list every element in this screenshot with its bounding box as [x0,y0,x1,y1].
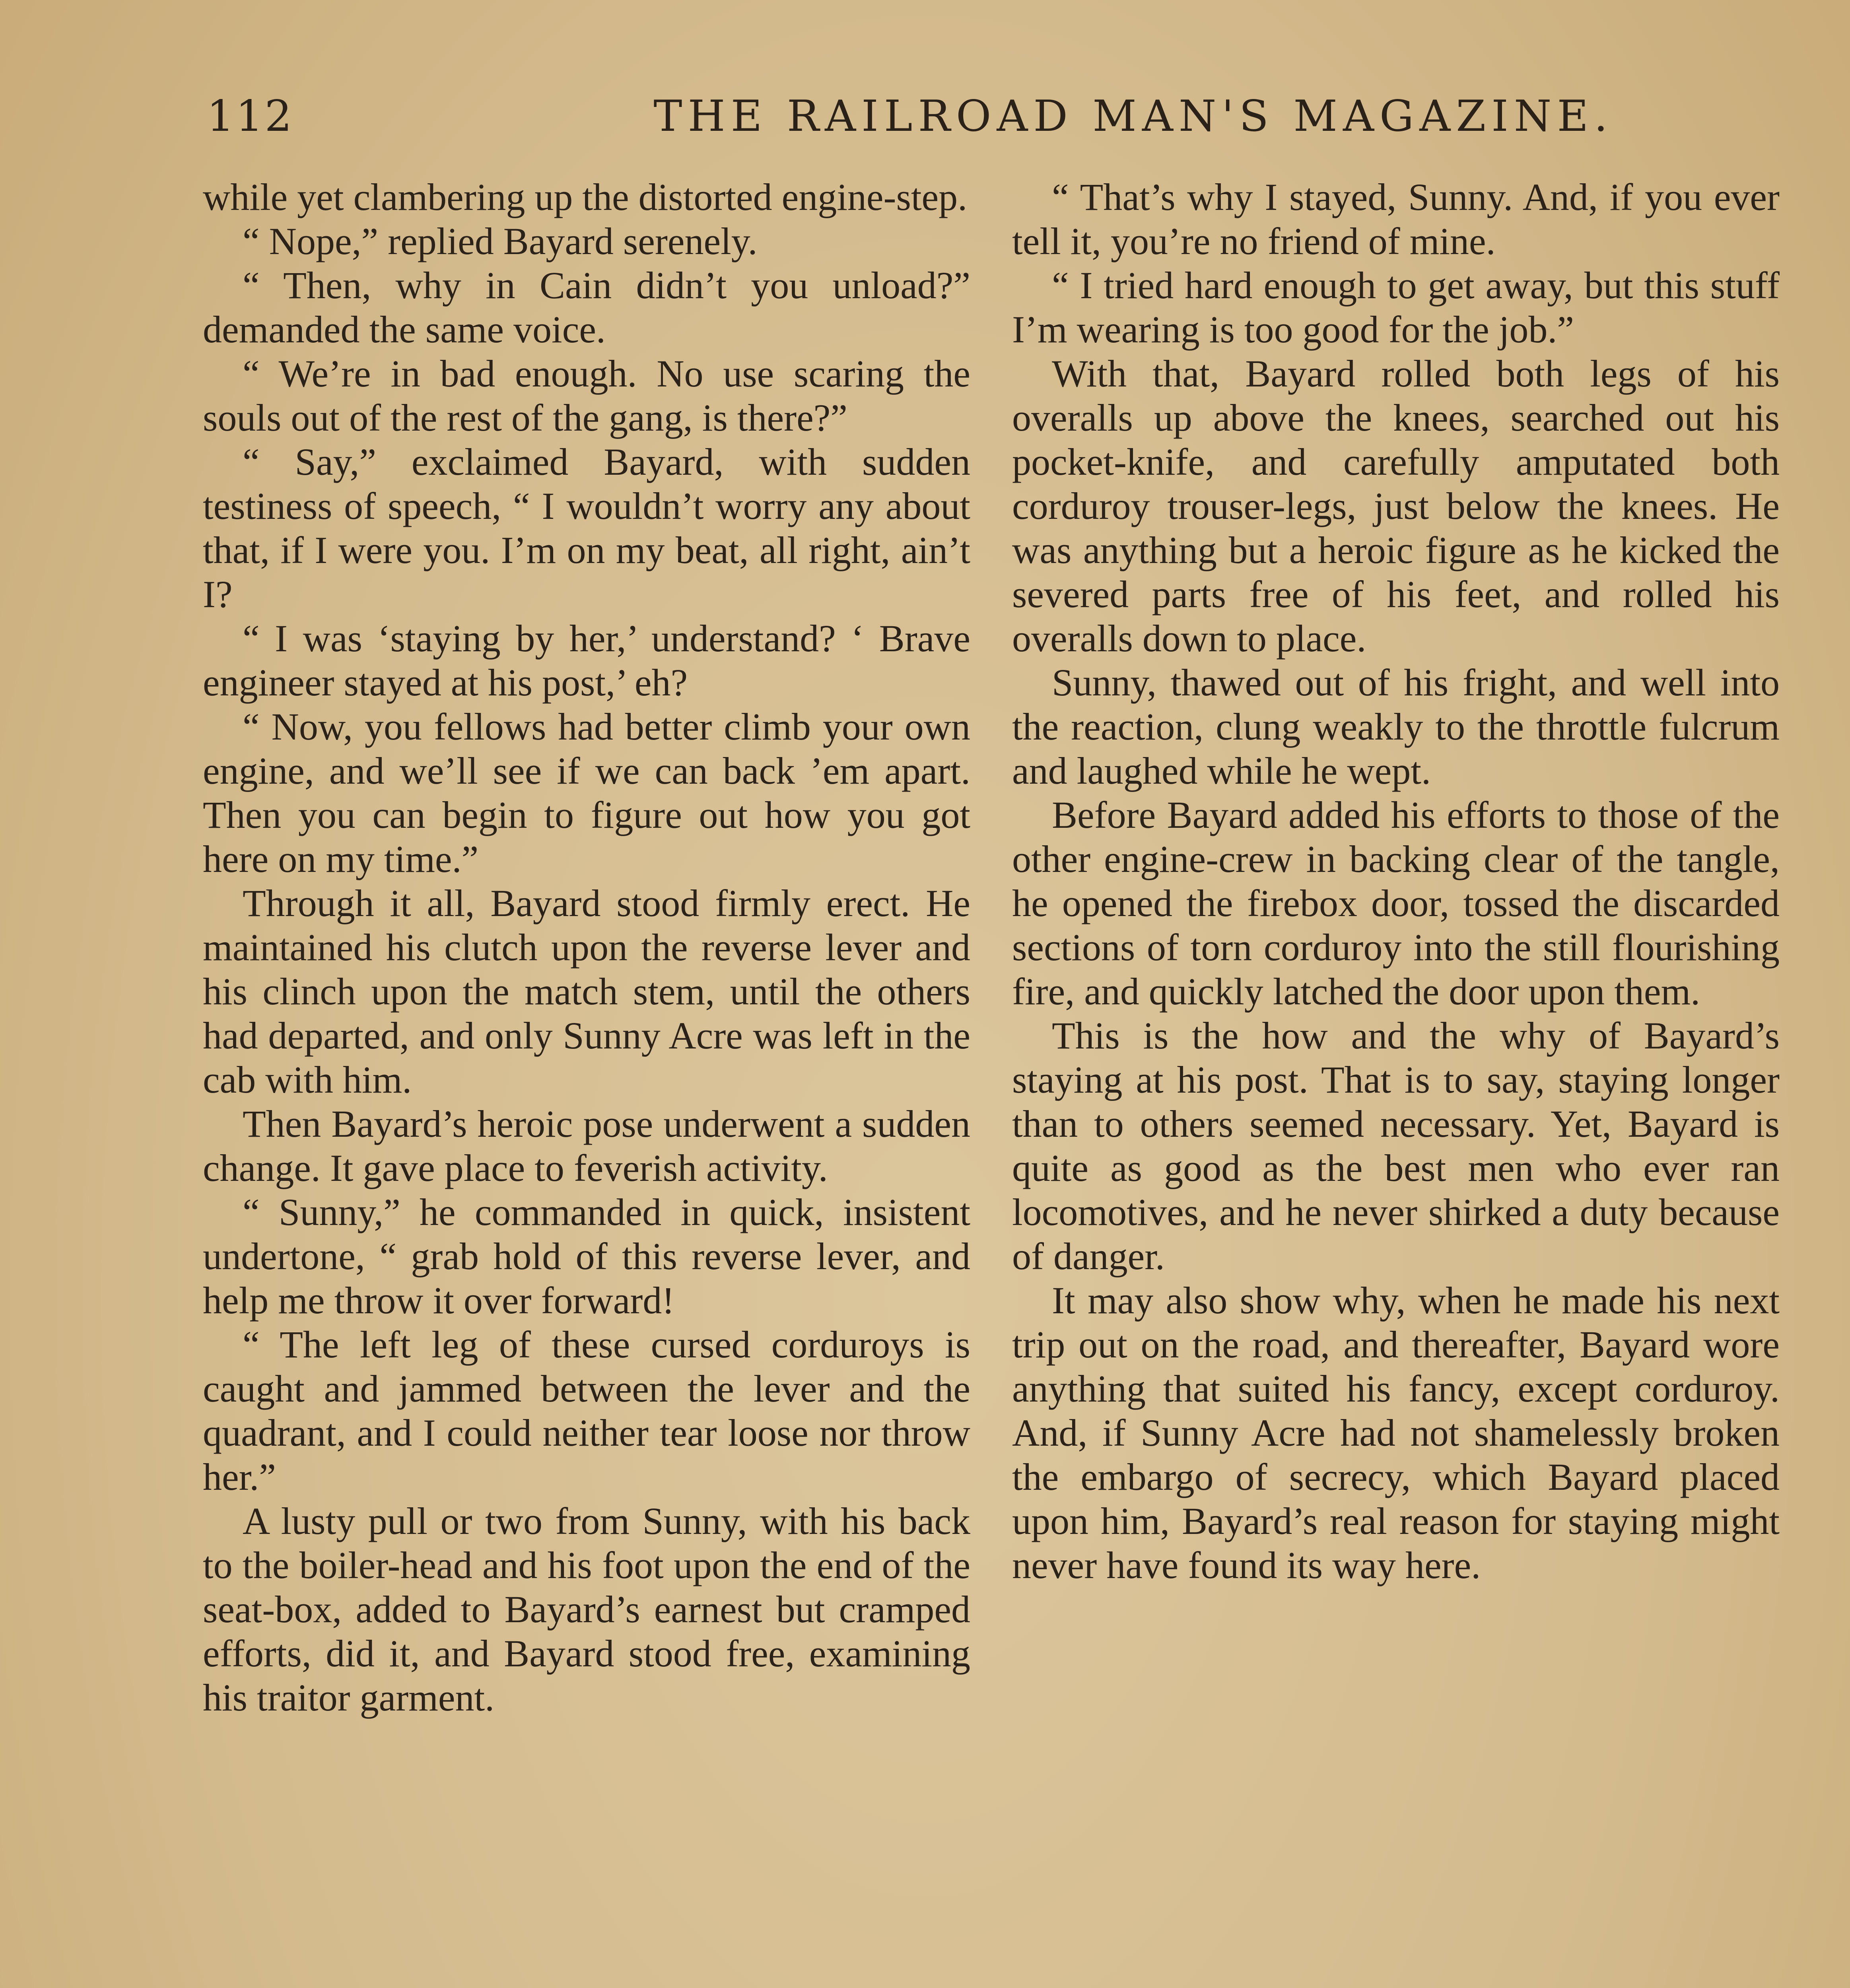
running-title: THE RAILROAD MAN'S MAGAZINE. [653,91,1613,141]
paragraph: With that, Bayard rolled both legs of his overalls up above the knees, searched out his pocket-knife, and carefully amputated both corduroy trouser-legs, just below the knees. He was anything but a heroic figure as he kicked the severed parts free of his feet, and rolled his overalls down to place. [1012,352,1780,660]
left-text-column [203,175,970,1988]
paragraph: “ Nope,” replied Bayard serenely. [243,220,758,262]
paragraph: This is the how and the why of Bayard’s staying at his post. That is to say, staying longer than to others seemed necessary. Yet, Bayard is quite as good as the best men who ever ran locomotives, and he never shirked a duty because of danger. [1012,1014,1780,1277]
paragraph: “ I tried hard enough to get away, but this stuff I’m wearing is too good for the job.” [1012,264,1780,351]
paragraph: “ Now, you fellows had better climb your own engine, and we’ll see if we can back ’em apart. Then you can begin to figure out how you got here on my time.” [203,705,970,880]
right-text-column [1012,175,1780,1988]
paragraph: It may also show why, when he made his next trip out on the road, and thereafter, Bayard wore anything that suited his fancy, except corduroy. And, if Sunny Acre had not shamelessly broken the embargo of secrecy, which Bayard placed upon him, Bayard’s real reason for staying might never have found its way here. [1012,1279,1780,1586]
paragraph: “ Sunny,” he commanded in quick, insistent undertone, “ grab hold of this reverse lever, and help me throw it over forward! [203,1191,970,1322]
paragraph: A lusty pull or two from Sunny, with his back to the boiler-head and his foot upon the end of the seat-box, added to Bayard’s earnest but cramped efforts, did it, and Bayard stood free, examining his traitor garment. [203,1500,970,1719]
paragraph: Sunny, thawed out of his fright, and well into the reaction, clung weakly to the throttle fulcrum and laughed while he wept. [1012,661,1780,792]
paragraph: while yet clambering up the distorted engine-step. [203,176,968,218]
page-number: 112 [207,91,294,141]
paragraph: Before Bayard added his efforts to those of the other engine-crew in backing clear of the tangle, he opened the firebox door, tossed the discarded sections of torn corduroy into the still flourishing fire, and quickly latched the door upon them. [1012,794,1780,1013]
paragraph: “ Then, why in Cain didn’t you unload?” demanded the same voice. [203,264,970,351]
paragraph: “ That’s why I stayed, Sunny. And, if you ever tell it, you’re no friend of mine. [1012,176,1780,262]
paragraph: “ I was ‘staying by her,’ understand? ‘ Brave engineer stayed at his post,’ eh? [203,617,970,704]
paragraph: Through it all, Bayard stood firmly erect. He maintained his clutch upon the reverse lever and his clinch upon the match stem, until the others had departed, and only Sunny Acre was left in the cab with him. [203,882,970,1101]
page-header [199,87,1782,151]
paragraph: Then Bayard’s heroic pose underwent a sudden change. It gave place to feverish activity. [203,1103,970,1189]
paragraph: “ We’re in bad enough. No use scaring the souls out of the rest of the gang, is there?” [203,352,970,439]
paragraph: “ The left leg of these cursed corduroys is caught and jammed between the lever and the quadrant, and I could neither tear loose nor throw her.” [203,1323,970,1498]
paragraph: “ Say,” exclaimed Bayard, with sudden testiness of speech, “ I wouldn’t worry any about that, if I were you. I’m on my beat, all right, ain’t I? [203,441,970,615]
